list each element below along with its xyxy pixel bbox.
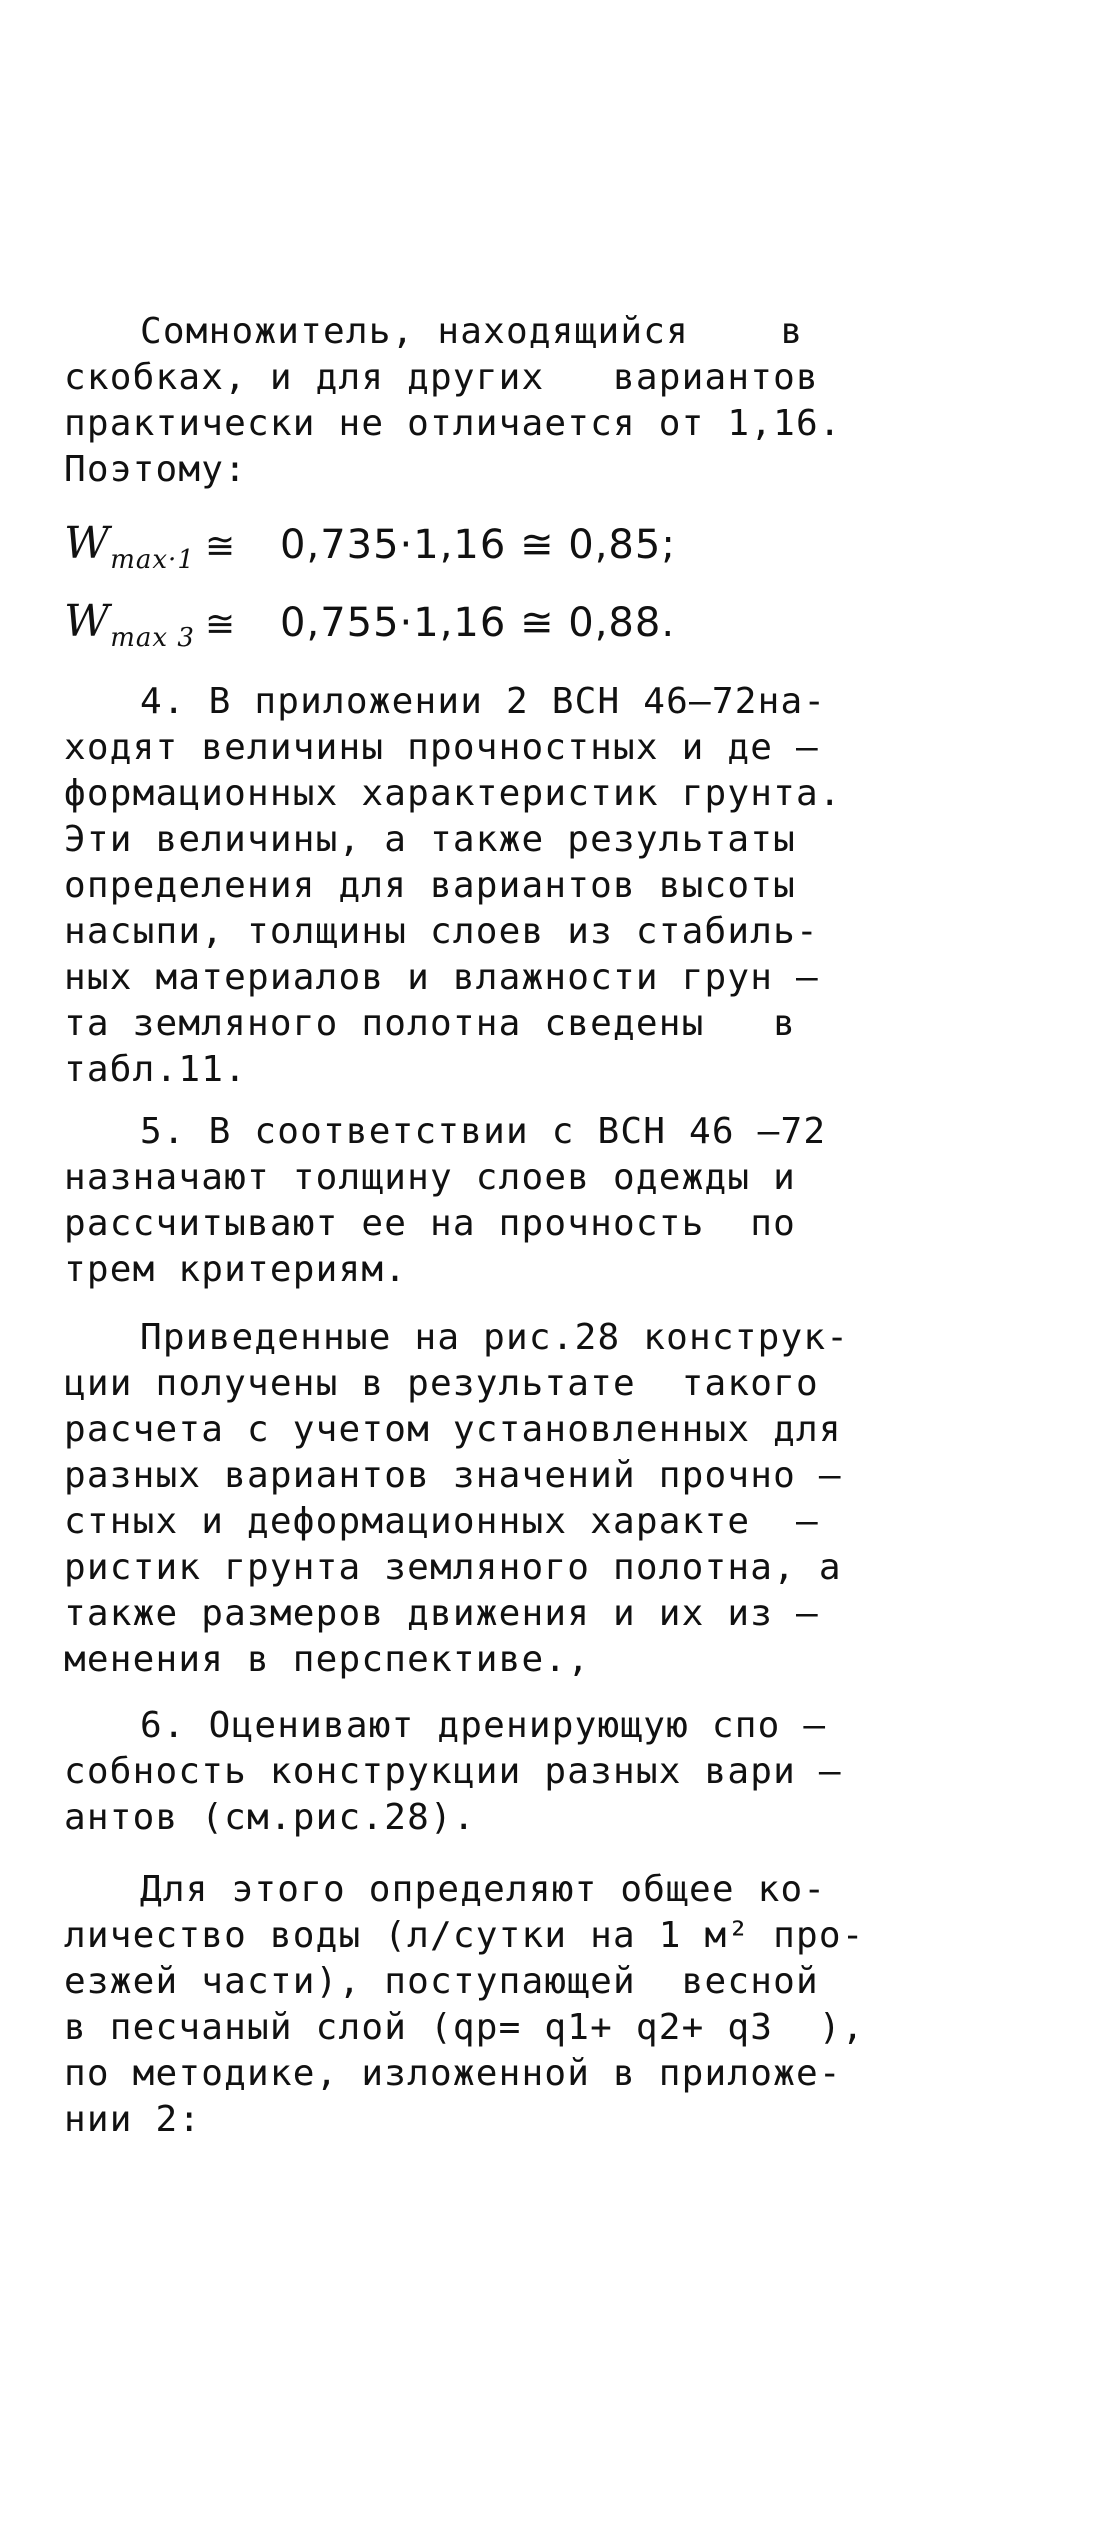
text-line: ных материалов и влажности грун – (64, 957, 819, 998)
formula-symbol: W (64, 518, 111, 569)
text-line: назначают толщину слоев одежды и (64, 1157, 796, 1198)
text-line: Эти величины, а также результаты (64, 819, 796, 860)
text-line: личество воды (л/сутки на 1 м² про- (64, 1915, 865, 1956)
text-line: 5. В соответствии с ВСН 46 –72 (140, 1111, 827, 1152)
text-line: расчета с учетом установленных для (64, 1409, 842, 1450)
text-line: по методике, изложенной в приложе- (64, 2053, 842, 2094)
text-line: ции получены в результате такого (64, 1363, 819, 1404)
approx-sign: ≅ (204, 604, 237, 645)
text-line: в песчаный слой (qp= q1+ q2+ q3 ), (64, 2007, 865, 2048)
text-line: нии 2: (64, 2099, 202, 2140)
formula-w-max-3 (64, 596, 676, 653)
text-line: трем критериям. (64, 1249, 408, 1290)
text-line: езжей части), поступающей весной (64, 1961, 819, 2002)
text-line: табл.11. (64, 1049, 247, 1090)
text-line: рассчитывают ее на прочность по (64, 1203, 796, 1244)
text-line: та земляного полотна сведены в (64, 1003, 796, 1044)
text-line: определения для вариантов высоты (64, 865, 796, 906)
text-line: 6. Оценивают дренирующую спо – (140, 1705, 827, 1746)
formula-expression: 0,735·1,16 ≅ 0,85; (280, 522, 676, 568)
text-line: Сомножитель, находящийся в (140, 311, 804, 352)
formula-subscript: max 3 (110, 623, 195, 653)
text-line: Поэтому: (64, 449, 247, 490)
text-line: антов (см.рис.28). (64, 1797, 476, 1838)
text-line: разных вариантов значений прочно – (64, 1455, 842, 1496)
text-line: ходят величины прочностных и де – (64, 727, 819, 768)
text-line: стных и деформационных характе – (64, 1501, 819, 1542)
text-line: формационных характеристик грунта. (64, 773, 842, 814)
text-line: также размеров движения и их из – (64, 1593, 819, 1634)
text-line: скобках, и для других вариантов (64, 357, 819, 398)
approx-sign: ≅ (204, 526, 237, 567)
text-line: менения в перспективе., (64, 1639, 591, 1680)
text-line: собность конструкции разных вари – (64, 1751, 842, 1792)
text-line: Для этого определяют общее ко- (140, 1869, 827, 1910)
text-line: ристик грунта земляного полотна, а (64, 1547, 842, 1588)
text-line: практически не отличается от 1,16. (64, 403, 842, 444)
text-line: насыпи, толщины слоев из стабиль- (64, 911, 819, 952)
formula-subscript: max·1 (110, 545, 195, 575)
text-line: 4. В приложении 2 ВСН 46–72на- (140, 681, 827, 722)
formula-w-max-1 (64, 518, 676, 575)
text-line: Приведенные на рис.28 конструк- (140, 1317, 850, 1358)
formula-symbol: W (64, 596, 111, 647)
formula-expression: 0,755·1,16 ≅ 0,88. (280, 600, 676, 646)
